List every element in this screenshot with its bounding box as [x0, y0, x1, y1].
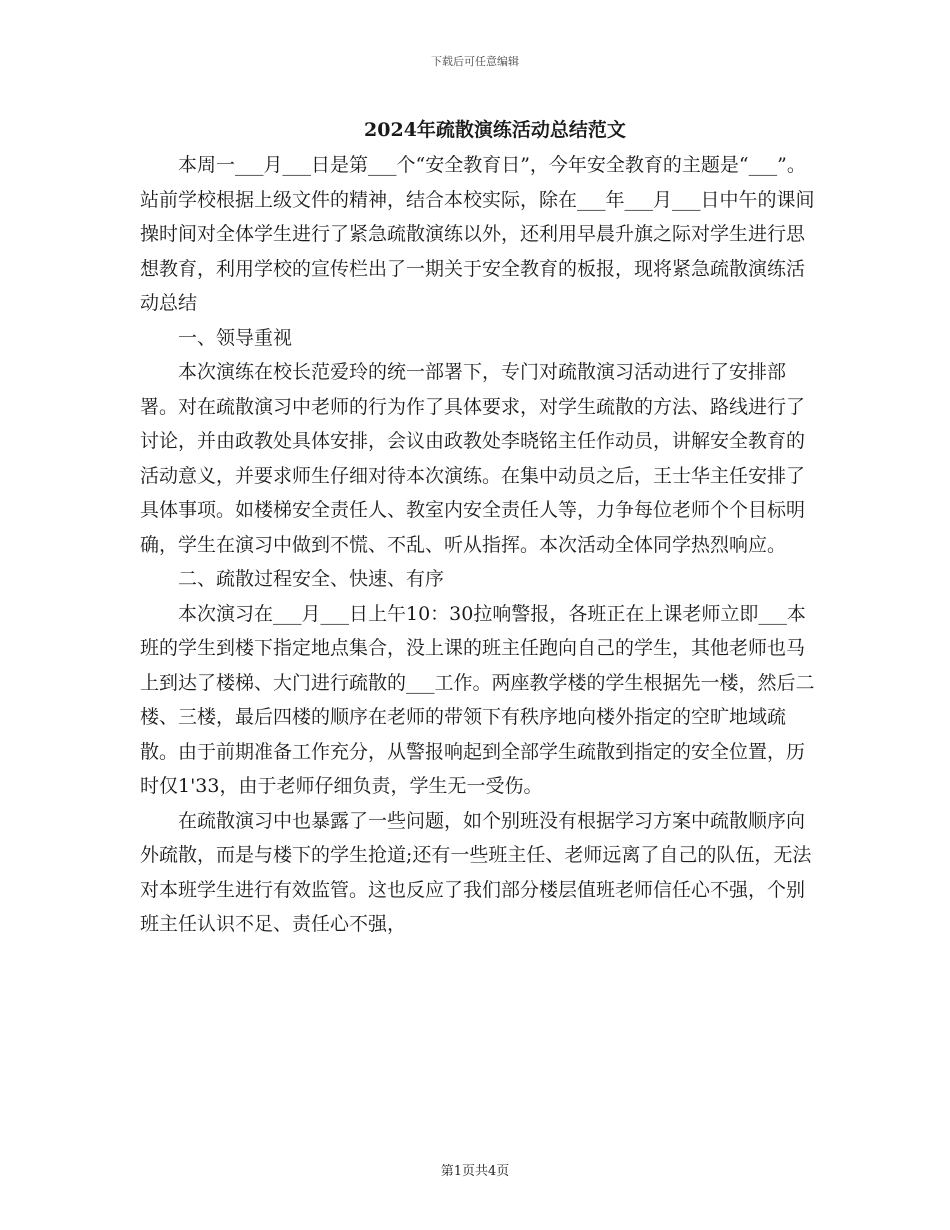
problems-paragraph: 在疏散演习中也暴露了一些问题，如个别班没有根据学习方案中疏散顺序向外疏散，而是与楼下的学生抢道;还有一些班主任、老师远离了自己的队伍，无法对本班学生进行有效监管。这也反应了我们部分楼层值班老师信任心不强，个别班主任认识不足、责任心不强，: [140, 809, 812, 935]
leadership-paragraph: 本次演练在校长范爱玲的统一部署下，专门对疏散演习活动进行了安排部署。对在疏散演习中老师的行为作了具体要求，对学生疏散的方法、路线进行了讨论，并由政教处具体安排，会议由政教处李晓铭主任作动员，讲解安全教育的活动意义，并要求师生仔细对待本次演练。在集中动员之后，王士华主任安排了具体事项。如楼梯安全责任人、教室内安全责任人等，力争每位老师个个目标明确，学生在演习中做到不慌、不乱、听从指挥。本次活动全体同学热烈响应。: [140, 361, 806, 556]
document-title: 2024年疏散演练活动总结范文: [364, 119, 626, 141]
page-number: 第1页共4页: [440, 1164, 510, 1179]
section-heading-evacuation: 二、疏散过程安全、快速、有序: [178, 568, 445, 590]
evacuation-paragraph: 本次演习在___月___日上午10：30拉响警报，各班正在上课老师立即___本班的学生到楼下指定地点集合，没上课的班主任跑向自己的学生，其他老师也马上到达了楼梯、大门进行疏散的___工作。两座教学楼的学生根据先一楼，然后二楼、三楼，最后四楼的顺序在老师的带领下有秩序地向楼外指定的空旷地域疏散。由于前期准备工作充分，从警报响起到全部学生疏散到指定的安全位置，历时仅1'33，由于老师仔细负责，学生无一受伤。: [140, 602, 815, 797]
document-body: [140, 148, 820, 942]
intro-paragraph: 本周一___月___日是第___个“安全教育日”，今年安全教育的主题是“___”。站前学校根据上级文件的精神，结合本校实际，除在___年___月___日中午的课间操时间对全体学生进行了紧急疏散演练以外，还利用早晨升旗之际对学生进行思想教育，利用学校的宣传栏出了一期关于安全教育的板报，现将紧急疏散演练活动总结: [140, 154, 815, 314]
download-note: 下载后可任意编辑: [431, 55, 519, 68]
section-heading-leadership: 一、领导重视: [178, 326, 293, 349]
